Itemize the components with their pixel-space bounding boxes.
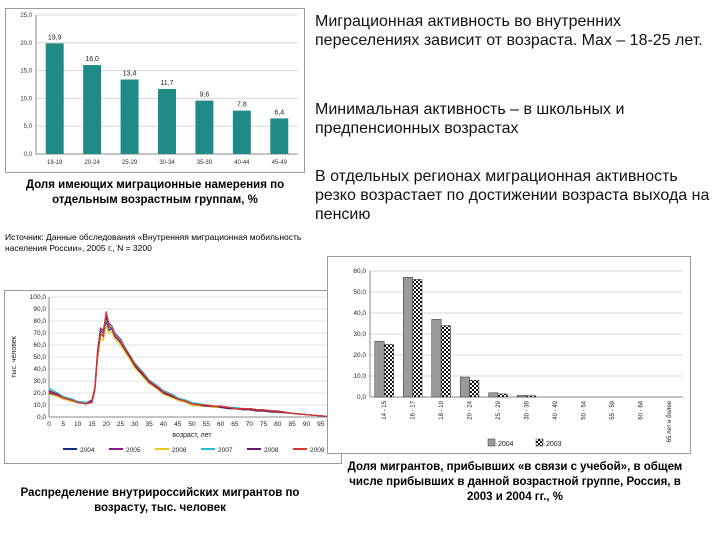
legend-label: 2005 bbox=[126, 447, 141, 454]
y-tick-label: 60,0 bbox=[353, 268, 366, 275]
series-line-2009 bbox=[49, 311, 335, 417]
legend-label: 2006 bbox=[172, 447, 187, 454]
bar bbox=[83, 65, 101, 154]
x-tick-label: 5 bbox=[61, 421, 66, 428]
chart2-svg bbox=[5, 291, 341, 463]
x-tick-label: 15 bbox=[88, 421, 96, 428]
x-tick-label: 40-44 bbox=[234, 160, 250, 166]
chart2-frame bbox=[4, 290, 342, 464]
bar bbox=[121, 79, 139, 154]
bar-2003 bbox=[441, 326, 450, 397]
bullet-age-peak: Миграционная активность во внутренних переселениях зависит от возраста. Max – 18-25 лет. bbox=[315, 13, 703, 49]
legend-label: 2004 bbox=[498, 441, 514, 448]
bar-2004 bbox=[460, 377, 469, 397]
x-tick-label: 25-29 bbox=[121, 160, 138, 166]
legend-label: 2004 bbox=[80, 447, 95, 454]
bullet-retirement: В отдельных регионах миграционная активность резко возрастает по достижении возраста выхода на пенсию bbox=[315, 168, 710, 223]
bullet-min-activity: Минимальная активность – в школьных и предпенсионных возрастах bbox=[315, 101, 625, 137]
x-tick-label: 20-24 bbox=[84, 160, 100, 166]
chart1-frame bbox=[5, 8, 305, 173]
y-tick-label: 20,0 bbox=[20, 40, 32, 47]
x-tick-label: 25 - 29 bbox=[496, 401, 503, 420]
y-tick-label: 20,0 bbox=[33, 390, 46, 397]
bar-2004 bbox=[489, 393, 498, 397]
y-tick-label: 100,0 bbox=[29, 294, 46, 301]
x-tick-label: 35 bbox=[145, 421, 153, 428]
bar bbox=[46, 43, 64, 154]
y-tick-label: 30,0 bbox=[353, 331, 366, 338]
x-tick-label: 75 bbox=[259, 421, 268, 428]
chart2-caption: Распределение внутрироссийских мигрантов по возрасту, тыс. человек bbox=[20, 487, 300, 514]
x-tick-label: 45 bbox=[174, 421, 182, 428]
x-tick-label: 50 - 54 bbox=[581, 401, 588, 420]
x-tick-label: 18-19 bbox=[47, 160, 63, 166]
x-tick-label: 80 bbox=[274, 421, 282, 428]
x-tick-label: 60 bbox=[216, 421, 225, 428]
bar-2004 bbox=[403, 277, 412, 397]
x-tick-label: 14 - 15 bbox=[382, 401, 389, 420]
chart3-svg bbox=[328, 257, 690, 453]
bar-value-label: 11,7 bbox=[160, 79, 174, 87]
y-tick-label: 10,0 bbox=[353, 373, 366, 380]
y-tick-label: 60,0 bbox=[33, 342, 46, 349]
chart3-frame bbox=[327, 256, 691, 454]
x-tick-label: 65 лет и более bbox=[666, 401, 673, 443]
y-tick-label: 50,0 bbox=[33, 354, 46, 361]
bar-value-label: 19,9 bbox=[47, 34, 62, 42]
legend-label: 2008 bbox=[264, 447, 279, 454]
bar-value-label: 9,6 bbox=[199, 91, 210, 99]
x-tick-label: 50 bbox=[188, 421, 196, 428]
y-tick-label: 70,0 bbox=[33, 330, 46, 337]
y-tick-label: 15,0 bbox=[20, 68, 32, 75]
x-tick-label: 85 bbox=[288, 421, 296, 428]
y-tick-label: 10,0 bbox=[20, 96, 32, 103]
x-tick-label: 60 - 64 bbox=[638, 401, 645, 420]
x-tick-label: 55 bbox=[202, 421, 210, 428]
bar-value-label: 6,4 bbox=[274, 109, 285, 117]
legend-label: 2003 bbox=[546, 441, 562, 448]
x-tick-label: 18 - 19 bbox=[439, 401, 446, 420]
bar bbox=[158, 89, 176, 154]
x-tick-label: 16 - 17 bbox=[410, 401, 417, 420]
y-tick-label: 10,0 bbox=[33, 402, 46, 409]
x-tick-label: 55 - 59 bbox=[609, 401, 616, 420]
bar-2003 bbox=[413, 279, 422, 397]
x-tick-label: 45-49 bbox=[271, 160, 287, 166]
x-tick-label: 40 bbox=[159, 421, 168, 428]
x-tick-label: 40 - 49 bbox=[552, 401, 559, 420]
legend-swatch bbox=[488, 439, 495, 446]
bar-value-label: 16,0 bbox=[85, 56, 99, 64]
bar bbox=[233, 111, 251, 154]
bar-2003 bbox=[470, 380, 479, 397]
bar-2004 bbox=[375, 341, 384, 397]
x-axis-title: возраст, лет bbox=[172, 432, 212, 439]
x-tick-label: 65 bbox=[231, 421, 239, 428]
y-tick-label: 5,0 bbox=[23, 124, 32, 131]
x-tick-label: 70 bbox=[245, 421, 253, 428]
y-tick-label: 50,0 bbox=[353, 289, 366, 296]
x-tick-label: 20 bbox=[102, 421, 110, 428]
y-tick-label: 0,0 bbox=[356, 394, 366, 401]
chart1-source: Источник: Данные обследования «Внутренняя миграционная мобильность населения России», 2005 г., N = 3200 bbox=[5, 232, 302, 253]
x-tick-label: 25 bbox=[116, 421, 125, 428]
bar-2004 bbox=[432, 319, 441, 397]
x-tick-label: 30-34 bbox=[159, 160, 175, 166]
bar-2004 bbox=[517, 395, 526, 397]
y-tick-label: 0,0 bbox=[23, 152, 32, 158]
bar-2003 bbox=[527, 396, 536, 397]
bar-value-label: 7,8 bbox=[236, 101, 247, 109]
bar-2003 bbox=[498, 394, 507, 397]
y-tick-label: 40,0 bbox=[33, 366, 46, 373]
chart1-svg bbox=[6, 9, 304, 172]
y-tick-label: 25,0 bbox=[20, 13, 32, 19]
bar bbox=[270, 118, 288, 154]
y-tick-label: 90,0 bbox=[33, 306, 46, 313]
y-tick-label: 80,0 bbox=[33, 318, 46, 325]
bar bbox=[195, 101, 213, 154]
y-tick-label: 20,0 bbox=[353, 352, 366, 359]
y-tick-label: 30,0 bbox=[33, 378, 46, 385]
x-tick-label: 30 - 39 bbox=[524, 401, 531, 420]
x-tick-label: 90 bbox=[302, 421, 311, 428]
x-tick-label: 0 bbox=[47, 421, 51, 428]
x-tick-label: 30 bbox=[131, 421, 139, 428]
x-tick-label: 20 - 24 bbox=[467, 401, 474, 420]
y-tick-label: 40,0 bbox=[353, 310, 366, 317]
bar-value-label: 13,4 bbox=[122, 70, 137, 78]
legend-label: 2007 bbox=[218, 447, 233, 454]
chart3-caption: Доля мигрантов, прибывших «в связи с учебой», в общем числе прибывших в данной возрастной группе, Россия, в 2003 и 2004 гг., % bbox=[347, 461, 683, 503]
chart1-caption: Доля имеющих миграционные намерения по отдельным возрастным группам, % bbox=[25, 179, 285, 206]
x-tick-label: 10 bbox=[73, 421, 82, 428]
y-axis-title: тыс. человек bbox=[11, 336, 18, 378]
x-tick-label: 35-39 bbox=[196, 160, 213, 166]
bar-2003 bbox=[384, 345, 393, 398]
legend-label: 2009 bbox=[310, 447, 325, 454]
legend-swatch bbox=[536, 439, 543, 446]
y-tick-label: 0,0 bbox=[36, 414, 46, 421]
x-tick-label: 95 bbox=[317, 421, 325, 428]
